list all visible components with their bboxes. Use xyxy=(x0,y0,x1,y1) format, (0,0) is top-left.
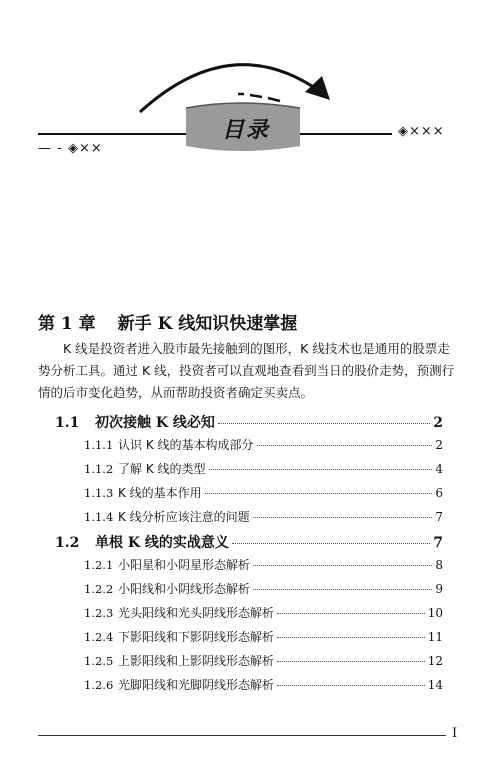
item-title: 认识 K 线的基本构成部分 xyxy=(118,438,254,452)
item-number: 1.1.2 xyxy=(84,462,114,476)
toc-item[interactable] xyxy=(84,676,443,693)
chapter-intro: K 线是投资者进入股市最先接触到的图形，K 线技术也是通用的股票走势分析工具。通过 K 线，投资者可以直观地查看到当日的股价走势，预测行情的后市变化趋势，从而帮助投资者确定买卖点。 xyxy=(38,341,455,400)
chapter-number: 第 1 章 xyxy=(38,314,96,334)
dot-leader xyxy=(205,493,433,494)
toc-item[interactable] xyxy=(84,604,443,621)
item-title: 小阳线和小阴线形态解析 xyxy=(118,582,251,596)
dot-leader xyxy=(277,661,425,662)
dot-leader xyxy=(253,517,433,518)
dot-leader xyxy=(277,685,425,686)
toc-title: 目录 xyxy=(221,118,270,143)
page-number: 8 xyxy=(435,558,443,572)
dot-leader xyxy=(277,637,425,638)
dot-leader xyxy=(253,589,432,590)
toc-section[interactable] xyxy=(55,412,443,432)
toc-item[interactable] xyxy=(84,436,443,453)
page-number: 4 xyxy=(435,462,443,476)
item-number: 1.1.3 xyxy=(84,486,114,500)
page-number: 6 xyxy=(435,486,443,500)
item-title: K 线的基本作用 xyxy=(118,486,202,500)
section-number: 1.2 xyxy=(55,535,80,551)
item-number: 1.1.1 xyxy=(84,438,114,452)
dot-leader xyxy=(232,543,430,544)
section-title: 单根 K 线的实战意义 xyxy=(95,535,229,551)
decoration-left: — - ◈×× xyxy=(38,141,103,156)
header-decoration xyxy=(0,0,500,190)
item-number: 1.2.4 xyxy=(84,630,114,644)
toc-item[interactable] xyxy=(84,508,443,525)
section-number: 1.1 xyxy=(55,415,80,431)
item-title: 光头阳线和光头阴线形态解析 xyxy=(118,606,275,620)
toc-section[interactable] xyxy=(55,532,443,552)
dot-leader xyxy=(209,469,433,470)
chapter-heading xyxy=(38,309,297,334)
toc-item[interactable] xyxy=(84,556,443,573)
page-number: 9 xyxy=(435,582,443,596)
chapter-title: 新手 K 线知识快速掌握 xyxy=(117,314,298,334)
page-number: 2 xyxy=(435,438,443,452)
page-number: 2 xyxy=(433,415,443,431)
dot-leader xyxy=(257,445,433,446)
folio-page-number: I xyxy=(452,726,458,741)
page-number: 10 xyxy=(427,606,443,620)
toc-item[interactable] xyxy=(84,484,443,501)
item-title: 了解 K 线的类型 xyxy=(118,462,206,476)
item-title: 光脚阳线和光脚阴线形态解析 xyxy=(118,678,275,692)
footer-rule xyxy=(38,735,446,736)
item-number: 1.2.6 xyxy=(84,678,114,692)
item-title: 小阳星和小阴星形态解析 xyxy=(118,558,251,572)
page-number: 12 xyxy=(427,654,443,668)
section-title: 初次接触 K 线必知 xyxy=(95,415,215,431)
dot-leader xyxy=(277,613,425,614)
item-number: 1.2.1 xyxy=(84,558,114,572)
item-number: 1.2.2 xyxy=(84,582,114,596)
page-number: 11 xyxy=(427,630,443,644)
toc-item[interactable] xyxy=(84,580,443,597)
dot-leader xyxy=(253,565,432,566)
toc-header xyxy=(0,0,500,190)
toc-item[interactable] xyxy=(84,628,443,645)
page-number: 14 xyxy=(427,678,443,692)
item-title: 上影阳线和上影阴线形态解析 xyxy=(118,654,275,668)
decoration-right: ◈××× xyxy=(398,124,445,139)
page-number: 7 xyxy=(435,510,443,524)
toc-item[interactable] xyxy=(84,652,443,669)
page-number: 7 xyxy=(433,535,443,551)
item-title: 下影阳线和下影阴线形态解析 xyxy=(118,630,275,644)
dot-leader xyxy=(218,423,430,424)
toc-item[interactable] xyxy=(84,460,443,477)
item-number: 1.1.4 xyxy=(84,510,114,524)
item-title: K 线分析应该注意的问题 xyxy=(118,510,250,524)
item-number: 1.2.5 xyxy=(84,654,114,668)
item-number: 1.2.3 xyxy=(84,606,114,620)
